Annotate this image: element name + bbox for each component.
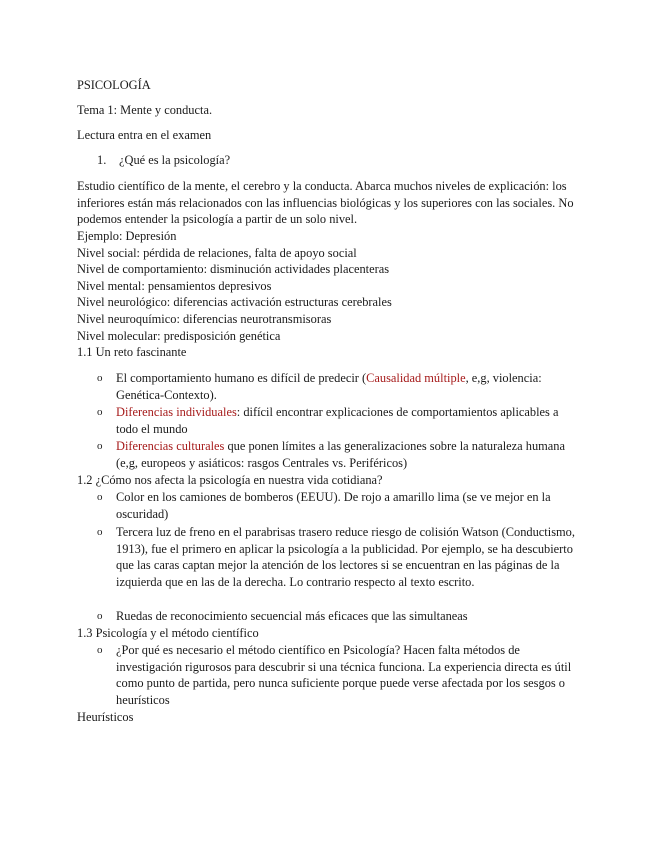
levels-line: Ejemplo: Depresión: [77, 229, 177, 243]
levels-line: Nivel neurológico: diferencias activación estructuras cerebrales: [77, 295, 392, 310]
bullet-text: ¿Por qué es necesario el método científico en Psicología? Hacen falta métodos de investigación rigurosos para descubrir si una técnica funciona. La experiencia directa es útil como punto de partida, pero nunca suficiente porque puede verse afectada por los sesgos o heurísticos: [116, 643, 572, 707]
levels-line: Nivel molecular: predisposición genética: [77, 328, 281, 343]
section-heading-1-3: 1.3 Psicología y el método científico: [77, 626, 259, 640]
topic-heading: Tema 1: Mente y conducta.: [77, 103, 213, 117]
bullet-marker: o: [97, 644, 103, 656]
text-run: El comportamiento humano es difícil de predecir (: [116, 371, 367, 385]
levels-line: Nivel de comportamiento: disminución actividades placenteras: [77, 262, 390, 277]
bullet-text: [116, 370, 582, 403]
highlight-run: Diferencias culturales: [116, 439, 225, 453]
bullet-marker: o: [97, 610, 103, 622]
bullet-text: [116, 404, 582, 437]
question-heading: ¿Qué es la psicología?: [119, 153, 231, 167]
reading-note: Lectura entra en el examen: [77, 128, 212, 142]
document-title: PSICOLOGÍA: [77, 78, 151, 92]
bullet-text: Tercera luz de freno en el parabrisas trasero reduce riesgo de colisión Watson (Conductismo, 1913), fue el primero en aplicar la psicología a la publicidad. Por ejemplo, se ha descubierto que las caras captan mejor la atención de los lectores si se encuentran en las páginas de la izquierda que en las de la derecha. Lo contrario respecto al texto escrito.: [116, 525, 575, 589]
bullet-text: [116, 438, 582, 471]
section-heading-1-1: 1.1 Un reto fascinante: [77, 345, 187, 359]
section-heading-1-2: 1.2 ¿Cómo nos afecta la psicología en nuestra vida cotidiana?: [77, 473, 383, 487]
bullet-text: Color en los camiones de bomberos (EEUU). De rojo a amarillo lima (se ve mejor en la oscuridad): [116, 490, 551, 521]
levels-line: Nivel mental: pensamientos depresivos: [77, 278, 272, 293]
highlight-run: Diferencias individuales: [116, 405, 237, 419]
bullet-marker: o: [97, 372, 103, 384]
heuristics-heading: Heurísticos: [77, 710, 134, 724]
text-run: : difícil encontrar explicaciones de comportamientos aplicables a todo el mundo: [116, 405, 559, 436]
intro-paragraph: Estudio científico de la mente, el cerebro y la conducta. Abarca muchos niveles de explicación: los inferiores están más relacionados con las influencias biológicas y los superiores con las sociales. No podemos entender la psicología a partir de un solo nivel.: [77, 179, 574, 227]
bullet-marker: o: [97, 526, 103, 538]
levels-line: Nivel neuroquímico: diferencias neurotransmisoras: [77, 312, 332, 326]
highlight-run: Causalidad múltiple: [366, 371, 466, 385]
bullet-text: Ruedas de reconocimiento secuencial más eficaces que las simultaneas: [116, 609, 468, 623]
bullet-marker: o: [97, 491, 103, 503]
bullet-marker: o: [97, 406, 103, 418]
levels-line: Nivel social: pérdida de relaciones, falta de apoyo social: [77, 245, 357, 260]
bullet-marker: o: [97, 440, 103, 452]
text-run: , e,g, violencia: Genética-Contexto).: [116, 371, 542, 402]
text-run: que ponen límites a las generalizaciones sobre la naturaleza humana (e,g, europeos y asiáticos: rasgos Centrales vs. Periféricos): [116, 439, 565, 470]
list-number: 1.: [97, 153, 107, 167]
